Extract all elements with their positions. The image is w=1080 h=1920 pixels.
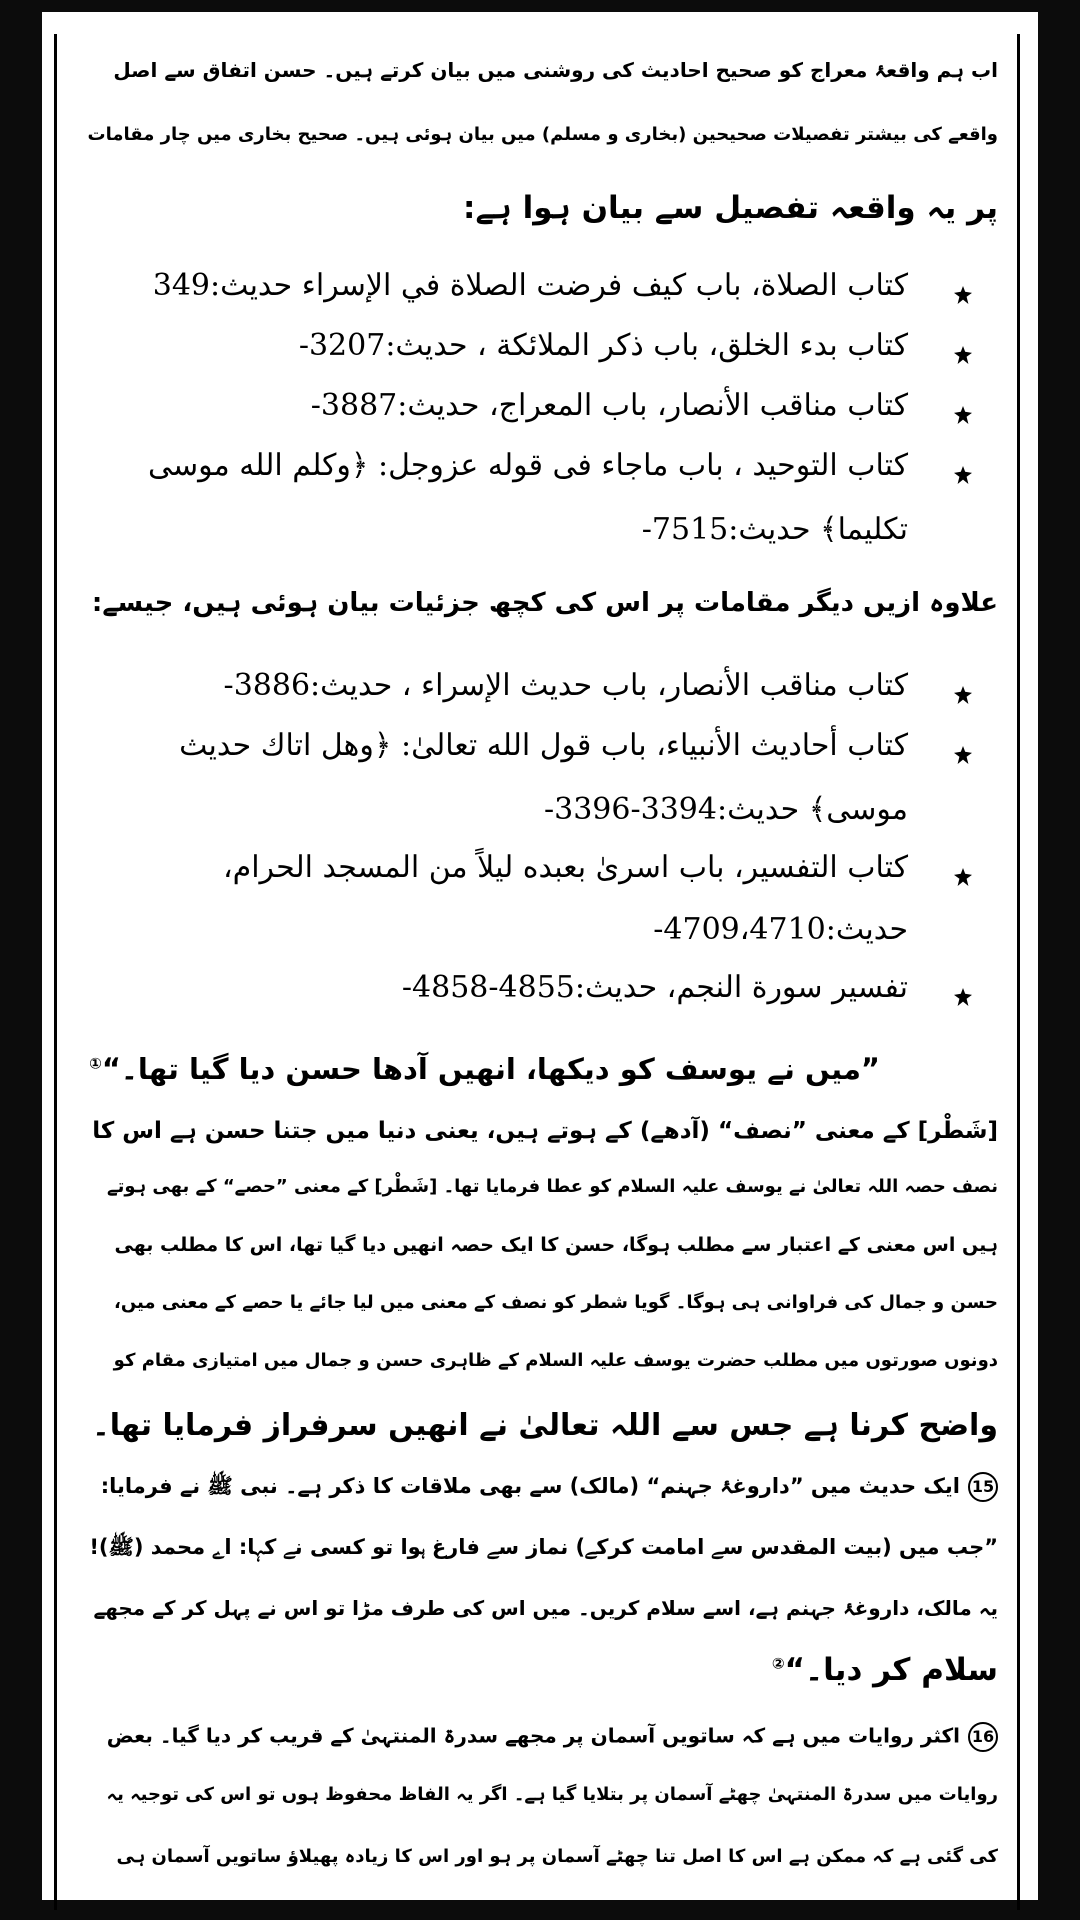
source-a-1: كتاب الصلاة، باب كيف فرضت الصلاة في الإسراء حديث:349: [152, 268, 908, 303]
explain-line-2: نصف حصہ اللہ تعالیٰ نے یوسف علیہ السلام کو عطا فرمایا تھا۔ [شَطْر] کے معنی ”حصے“ کے بھی ہوتے: [107, 1176, 998, 1197]
top-scan-border: [0, 0, 1080, 12]
intro-line-2: واقعے کی بیشتر تفصیلات صحیحین (بخاری و مسلم) میں بیان ہوئی ہیں۔ صحیح بخاری میں چار مقامات: [87, 124, 998, 145]
source-a-3: كتاب مناقب الأنصار، باب المعراج، حديث:3887-: [310, 388, 908, 423]
footnote-marker: ②: [771, 1654, 785, 1673]
quote-text: ”میں نے یوسف کو دیکھا، انھیں آدھا حسن دیا گیا تھا۔“: [101, 1052, 880, 1086]
other-sources-intro: علاوہ ازیں دیگر مقامات پر اس کی کچھ جزئیات بیان ہوئی ہیں، جیسے:: [91, 588, 998, 618]
note-16-text: اکثر روایات میں ہے کہ ساتویں آسمان پر مجھے سدرۃ المنتہیٰ کے قریب کر دیا گیا۔ بعض: [106, 1723, 960, 1748]
footnote-marker: ①: [89, 1054, 102, 1073]
source-b-3: كتاب التفسير، باب اسرىٰ بعبده ليلاً من المسجد الحرام،: [222, 850, 908, 885]
right-scan-border: [1038, 0, 1080, 1920]
hadith-quote: [89, 1052, 880, 1086]
source-a-4-cont: تكليما﴾ حديث:7515-: [641, 512, 908, 547]
source-b-2-cont: موسى﴾ حديث:3394-3396-: [543, 792, 908, 827]
explain-line-4: حسن و جمال کی فراوانی ہی ہوگا۔ گویا شطر کو نصف کے معنی میں لیا جائے یا حصے کے معنی میں،: [114, 1292, 998, 1313]
explain-line-6: واضح کرنا ہے جس سے اللہ تعالیٰ نے انھیں سرفراز فرمایا تھا۔: [92, 1408, 998, 1443]
source-a-4: كتاب التوحيد ، باب ماجاء فی قوله عزوجل: ﴿وكلم الله موسى: [147, 448, 908, 483]
source-a-2: كتاب بدء الخلق، باب ذكر الملائكة ، حديث:3207-: [298, 328, 908, 363]
left-scan-border: [0, 0, 42, 1920]
note-15-line-2: ”جب میں (بیت المقدس سے امامت کرکے) نماز سے فارغ ہوا تو کسی نے کہا: اے محمد (ﷺ)!: [89, 1535, 998, 1559]
source-b-1: كتاب مناقب الأنصار، باب حديث الإسراء ، حديث:3886-: [223, 668, 908, 703]
note-16-line-3: کی گئی ہے کہ ممکن ہے اس کا اصل تنا چھٹے آسمان پر ہو اور اس کا زیادہ پھیلاؤ ساتویں آسمان ہی: [116, 1846, 998, 1867]
note-15-line-4: [772, 1652, 998, 1688]
source-b-3-cont: حديث:4709،4710-: [653, 912, 908, 947]
note-number-badge: 16: [968, 1722, 998, 1752]
source-b-2: كتاب أحاديث الأنبياء، باب قول الله تعالىٰ: ﴿وهل اتاك حديث: [179, 728, 908, 763]
note-16-line-2: روایات میں سدرۃ المنتہیٰ چھٹے آسمان پر بتلایا گیا ہے۔ اگر یہ الفاظ محفوظ ہوں تو اس کی توجیہ یہ: [106, 1784, 998, 1805]
note-15-text: ایک حدیث میں ”داروغۂ جہنم“ (مالک) سے بھی ملاقات کا ذکر ہے۔ نبی ﷺ نے فرمایا:: [100, 1474, 960, 1498]
intro-line-3: پر یہ واقعہ تفصیل سے بیان ہوا ہے:: [463, 190, 998, 226]
explain-line-5: دونوں صورتوں میں مطلب حضرت یوسف علیہ السلام کے ظاہری حسن و جمال میں امتیازی مقام کو: [113, 1350, 998, 1371]
note-15-text-end: سلام کر دیا۔“: [784, 1652, 998, 1688]
note-15-line-3: یہ مالک، داروغۂ جہنم ہے، اسے سلام کریں۔ میں اس کی طرف مڑا تو اس نے پہل کر کے مجھے: [93, 1596, 998, 1620]
explain-line-1: [شَطْر] کے معنی ”نصف“ (آدھے) کے ہوتے ہیں، یعنی دنیا میں جتنا حسن ہے اس کا: [92, 1118, 998, 1144]
intro-line-1: اب ہم واقعۂ معراج کو صحیح احادیث کی روشنی میں بیان کرتے ہیں۔ حسن اتفاق سے اصل: [113, 58, 998, 82]
note-16-line-1: [107, 1722, 998, 1752]
note-number-badge: 15: [968, 1472, 998, 1502]
source-b-4: تفسير سورة النجم، حديث:4855-4858-: [401, 970, 908, 1005]
explain-line-3: ہیں اس معنی کے اعتبار سے مطلب ہوگا، حسن کا ایک حصہ انھیں دیا گیا تھا، اس کا مطلب بھی: [114, 1234, 998, 1256]
note-15-line-1: [101, 1472, 998, 1504]
